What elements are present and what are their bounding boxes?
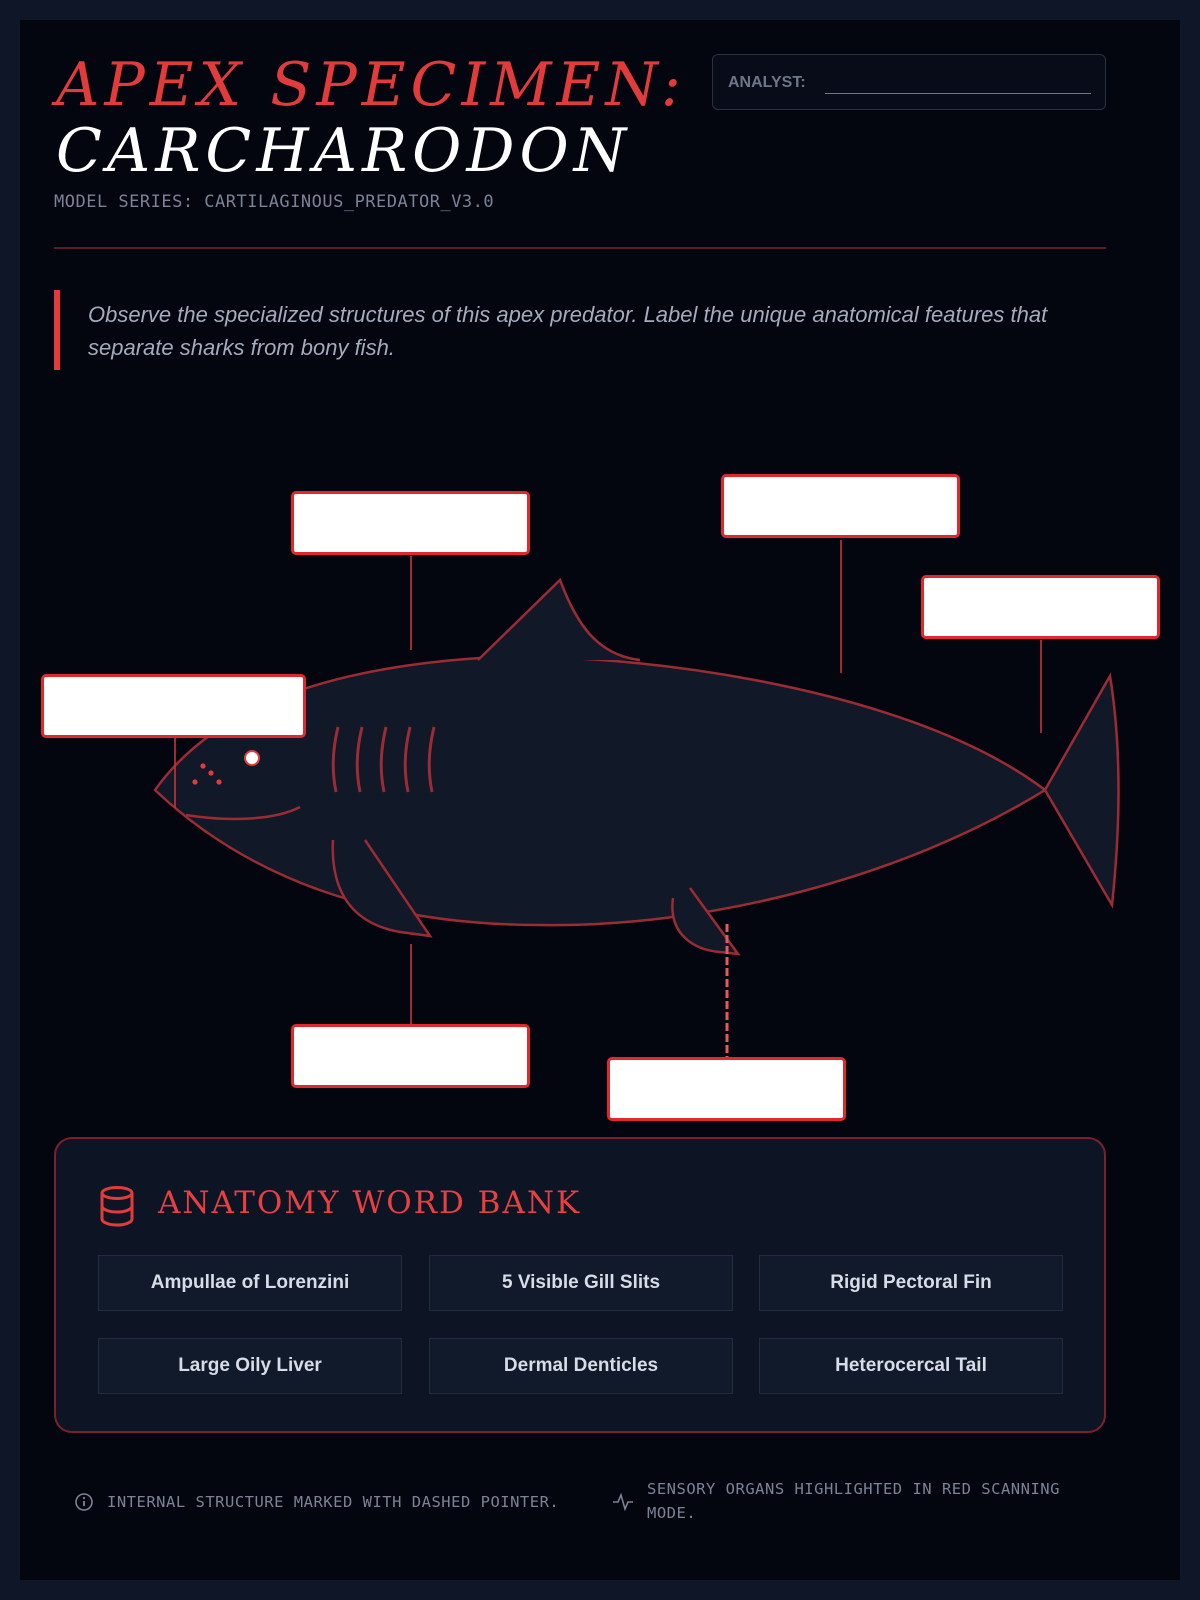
word-chip-oily-liver[interactable]: Large Oily Liver xyxy=(98,1338,402,1394)
tail-fin xyxy=(1045,676,1119,905)
label-box-gills[interactable] xyxy=(291,491,530,555)
word-bank-title: ANATOMY WORD BANK xyxy=(158,1185,582,1221)
model-series: MODEL SERIES: CARTILAGINOUS_PREDATOR_V3.0 xyxy=(54,192,495,212)
footer-note-internal: INTERNAL STRUCTURE MARKED WITH DASHED POINTER. xyxy=(107,1493,560,1511)
title-line-1: APEX SPECIMEN: xyxy=(56,50,686,120)
info-icon xyxy=(74,1492,94,1512)
footer-note-sensory: SENSORY ORGANS HIGHLIGHTED IN RED SCANNING MODE. xyxy=(647,1480,1060,1522)
label-box-ampullae[interactable] xyxy=(41,674,306,738)
word-chip-gill-slits[interactable]: 5 Visible Gill Slits xyxy=(429,1255,733,1311)
title-line-2: CARCHARODON xyxy=(56,116,632,186)
word-chip-dermal-denticles[interactable]: Dermal Denticles xyxy=(429,1338,733,1394)
label-box-liver[interactable] xyxy=(607,1057,846,1121)
instructions-text: Observe the specialized structures of this apex predator. Label the unique anatomical features that separate sharks from bony fish. xyxy=(88,302,1048,360)
label-box-pectoral[interactable] xyxy=(291,1024,530,1088)
analyst-label: ANALYST: xyxy=(728,74,806,91)
shark-eye xyxy=(245,751,259,765)
activity-icon xyxy=(612,1492,634,1512)
dorsal-fin xyxy=(478,580,640,660)
word-chip-ampullae[interactable]: Ampullae of Lorenzini xyxy=(98,1255,402,1311)
label-box-dermal[interactable] xyxy=(721,474,960,538)
word-chip-pectoral-fin[interactable]: Rigid Pectoral Fin xyxy=(759,1255,1063,1311)
word-bank-panel xyxy=(54,1137,1106,1433)
word-chip-heterocercal-tail[interactable]: Heterocercal Tail xyxy=(759,1338,1063,1394)
label-box-tail[interactable] xyxy=(921,575,1160,639)
database-icon xyxy=(98,1185,136,1227)
